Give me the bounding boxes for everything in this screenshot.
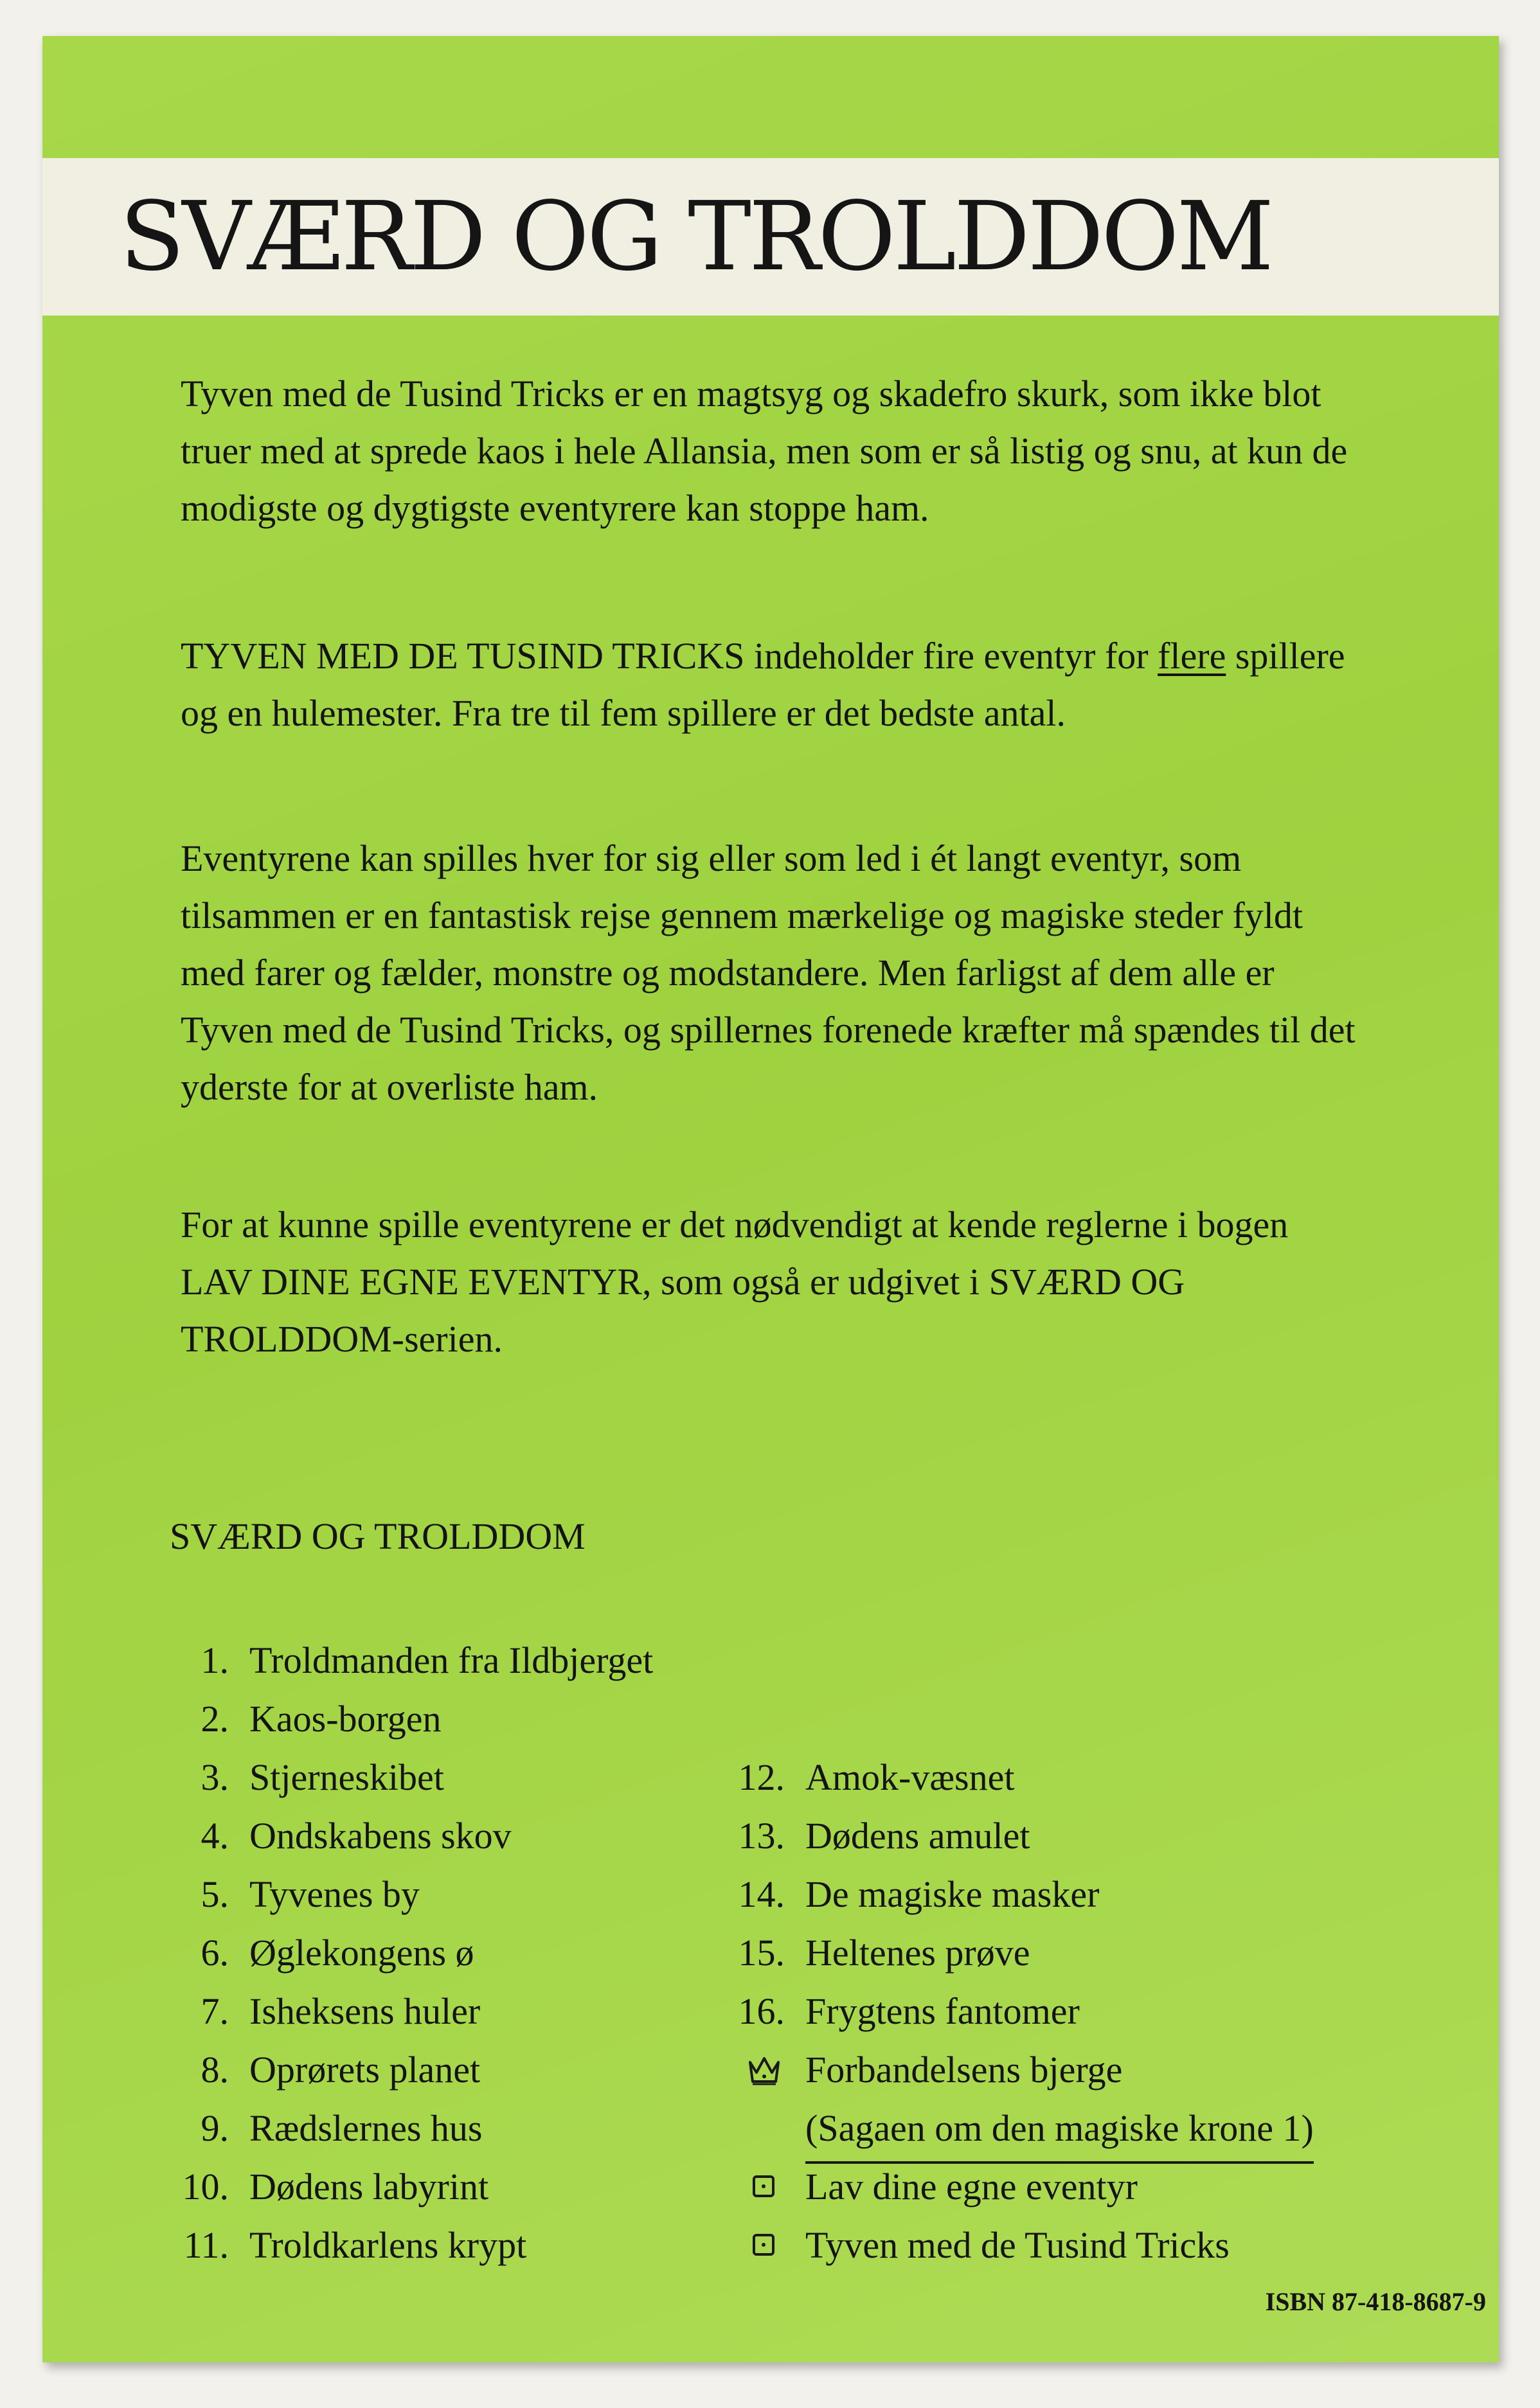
book-title: Dødens amulet — [805, 1815, 1030, 1857]
blurb-text: spillere og en hulemester. Fra tre til fem spillere er det bedste antal. — [181, 635, 1345, 734]
book-title: Amok-væsnet — [805, 1756, 1015, 1798]
book-number: 9. — [201, 2107, 229, 2149]
book-number: 13. — [738, 1815, 785, 1857]
book-number: 16. — [738, 1990, 785, 2032]
book-number: 6. — [201, 1932, 229, 1974]
book-number: 1. — [201, 1639, 229, 1681]
series-list-heading: SVÆRD OG TROLDDOM — [170, 1515, 586, 1557]
blurb-paragraph-4: For at kunne spille eventyrene er det nødvendigt at kende reglerne i bogen LAV DINE EGNE EVENTYR, som også er udgivet i SVÆRD OG TROLDDOM-serien. — [181, 1204, 1289, 1360]
book-title: Tyvenes by — [249, 1873, 420, 1915]
box-icon — [753, 2175, 774, 2197]
book-number: 7. — [201, 1990, 229, 2032]
book-title: Heltenes prøve — [805, 1932, 1030, 1974]
underlined-word: flere — [1158, 635, 1226, 677]
book-number: 10. — [182, 2166, 229, 2207]
book-title: Lav dine egne eventyr — [805, 2166, 1138, 2207]
book-number: 3. — [201, 1756, 229, 1798]
book-title: Troldmanden fra Ildbjerget — [249, 1639, 654, 1681]
back-cover — [42, 36, 1499, 2362]
book-title: Kaos-borgen — [249, 1698, 442, 1740]
book-title: De magiske masker — [805, 1873, 1100, 1915]
book-number: 2. — [201, 1698, 229, 1740]
blurb-paragraph-1: Tyven med de Tusind Tricks er en magtsyg og skadefro skurk, som ikke blot truer med at sprede kaos i hele Allansia, men som er så listig og snu, at kun de modigste og dygtigste eventyrere kan stoppe ham. — [181, 373, 1348, 529]
title-band — [42, 158, 1499, 316]
book-number: 5. — [201, 1873, 229, 1915]
isbn: ISBN 87-418-8687-9 — [1265, 2287, 1486, 2316]
book-number: 4. — [201, 1815, 229, 1857]
book-number: 15. — [738, 1932, 785, 1974]
blurb-paragraph-2 — [181, 627, 1363, 742]
series-title: SVÆRD OG TROLDDOM — [120, 181, 1272, 292]
book-title: Øglekongens ø — [249, 1932, 474, 1974]
blurb-text: TYVEN MED DE TUSIND TRICKS indeholder fire eventyr for — [181, 635, 1158, 677]
book-number: 8. — [201, 2049, 229, 2091]
book-number: 14. — [738, 1873, 785, 1915]
box-icon — [753, 2234, 774, 2256]
blurb-paragraph-3: Eventyrene kan spilles hver for sig eller som led i ét langt eventyr, som tilsammen er en fantastisk rejse gennem mærkelige og magiske steder fyldt med farer og fælder, monstre og modstandere. Men farligst af dem alle er Tyven med de Tusind Tricks, og spillernes forenede kræfter må spændes til det yderste for at overliste ham. — [181, 837, 1356, 1108]
book-number: 12. — [738, 1756, 785, 1798]
book-title: Dødens labyrint — [249, 2166, 489, 2207]
book-title: Isheksens huler — [249, 1990, 481, 2032]
book-number: 11. — [183, 2224, 229, 2266]
book-title: Tyven med de Tusind Tricks — [805, 2224, 1230, 2266]
book-title: Oprørets planet — [249, 2049, 481, 2091]
crown-icon — [748, 2053, 781, 2087]
book-title: Frygtens fantomer — [805, 1990, 1080, 2032]
book-title: Rædslernes hus — [249, 2107, 483, 2149]
book-title: Troldkarlens krypt — [249, 2224, 527, 2266]
book-title: Forbandelsens bjerge — [805, 2049, 1123, 2091]
book-title: Ondskabens skov — [249, 1815, 512, 1857]
book-subtitle: (Sagaen om den magiske krone 1) — [805, 2099, 1314, 2164]
book-title: Stjerneskibet — [249, 1756, 444, 1798]
